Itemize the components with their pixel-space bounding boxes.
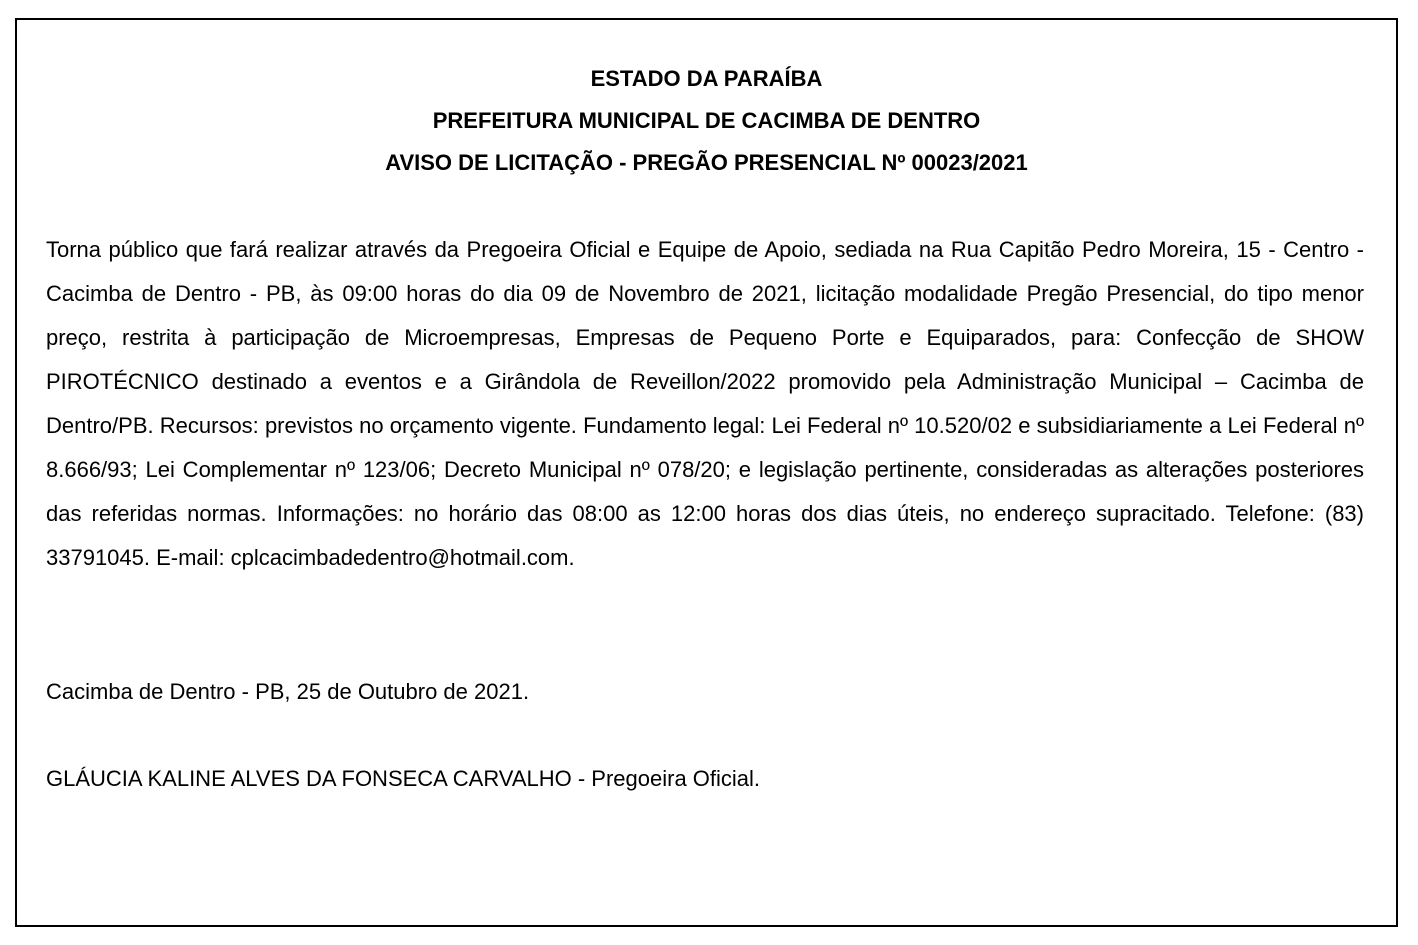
notice-title: AVISO DE LICITAÇÃO - PREGÃO PRESENCIAL Nº 00023/2021 bbox=[385, 150, 1028, 175]
notice-header bbox=[17, 58, 1396, 184]
state-heading: ESTADO DA PARAÍBA bbox=[590, 66, 823, 91]
signature-line: GLÁUCIA KALINE ALVES DA FONSECA CARVALHO - Pregoeira Oficial. bbox=[46, 766, 761, 791]
municipality-heading: PREFEITURA MUNICIPAL DE CACIMBA DE DENTRO bbox=[432, 108, 981, 133]
place-date-line: Cacimba de Dentro - PB, 25 de Outubro de 2021. bbox=[46, 679, 530, 704]
notice-body-paragraph: Torna público que fará realizar através da Pregoeira Oficial e Equipe de Apoio, sediada na Rua Capitão Pedro Moreira, 15 - Centro - Cacimba de Dentro - PB, às 09:00 horas do dia 09 de Novembro de 2021, licitação modalidade Pregão Presencial, do tipo menor preço, restrita à participação de Microempresas, Empresas de Pequeno Porte e Equiparados, para: Confecção de SHOW PIROTÉCNICO destinado a eventos e a Girândola de Reveillon/2022 promovido pela Administração Municipal – Cacimba de Dentro/PB. Recursos: previstos no orçamento vigente. Fundamento legal: Lei Federal nº 10.520/02 e subsidiariamente a Lei Federal nº 8.666/93; Lei Complementar nº 123/06; Decreto Municipal nº 078/20; e legislação pertinente, consideradas as alterações posteriores das referidas normas. Informações: no horário das 08:00 as 12:00 horas dos dias úteis, no endereço supracitado. Telefone: (83) 33791045. E-mail: cplcacimbadedentro@hotmail.com. bbox=[46, 237, 1364, 570]
notice-frame bbox=[15, 18, 1398, 927]
